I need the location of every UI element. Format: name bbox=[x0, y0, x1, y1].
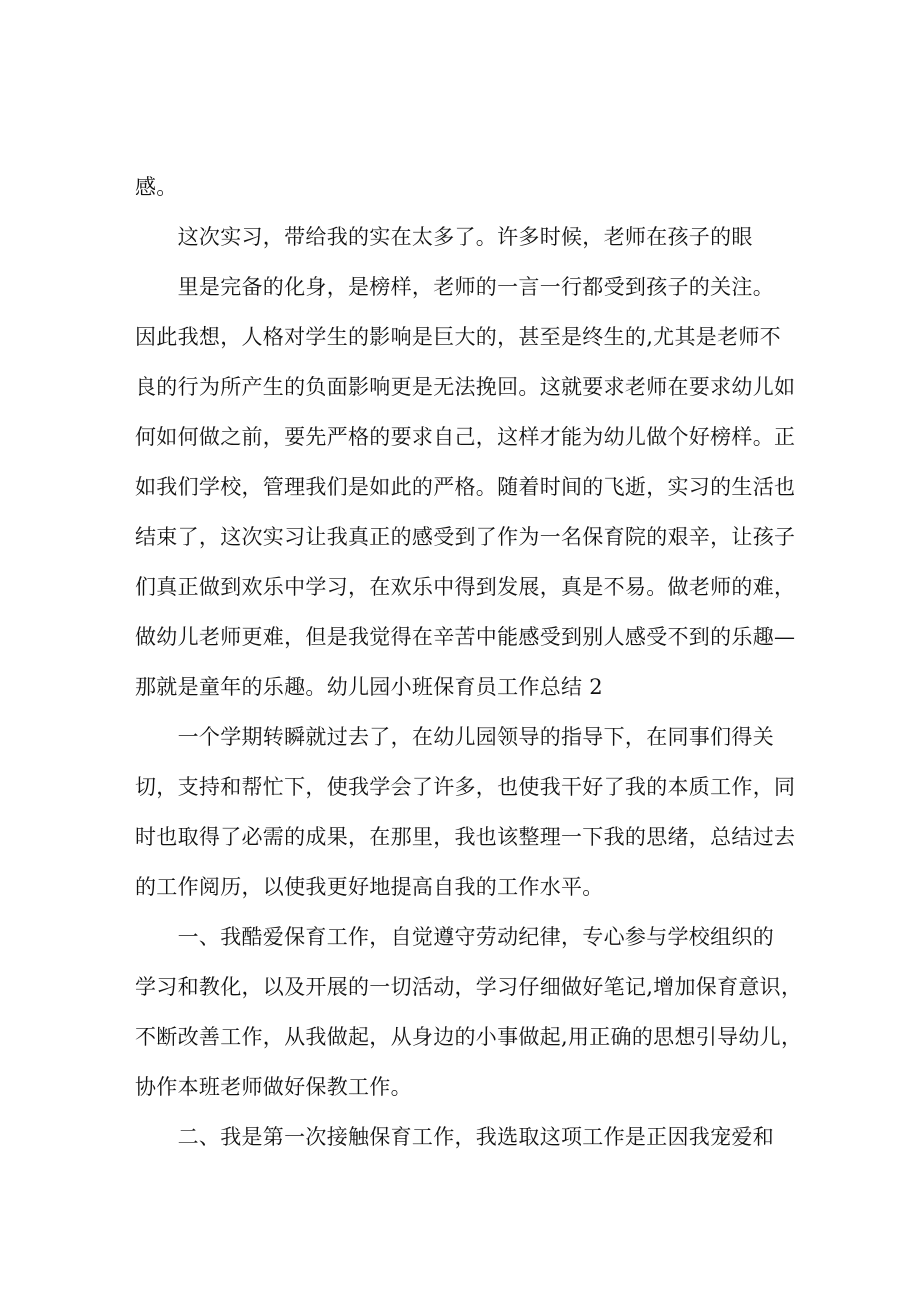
text-line: 里是完备的化身，是榜样，老师的一言一行都受到孩子的关注。 bbox=[135, 275, 774, 299]
section-heading-line: 那就是童年的乐趣。幼儿园小班保育员工作总结 2 bbox=[135, 675, 603, 699]
text-line: 良的行为所产生的负面影响更是无法挽回。这就要求老师在要求幼儿如 bbox=[135, 375, 796, 399]
text-line: 们真正做到欢乐中学习，在欢乐中得到发展，真是不易。做老师的难， bbox=[135, 575, 796, 599]
paragraph-line: 一、我酷爱保育工作，自觉遵守劳动纪律，专心参与学校组织的 bbox=[135, 925, 774, 949]
paragraph-line: 一个学期转瞬就过去了，在幼儿园领导的指导下，在同事们得关 bbox=[135, 725, 774, 749]
text-line: 感。 bbox=[135, 175, 178, 199]
text-line: 因此我想，人格对学生的影响是巨大的，甚至是终生的,尤其是老师不 bbox=[135, 325, 781, 349]
text-line: 协作本班老师做好保教工作。 bbox=[135, 1075, 412, 1099]
text-line: 如我们学校，管理我们是如此的严格。随着时间的飞逝，实习的生活也 bbox=[135, 475, 796, 499]
paragraph-line: 二、我是第一次接触保育工作，我选取这项工作是正因我宠爱和 bbox=[135, 1125, 774, 1149]
text-line: 的工作阅历，以使我更好地提高自我的工作水平。 bbox=[135, 875, 604, 899]
text-line: 结束了，这次实习让我真正的感受到了作为一名保育院的艰辛，让孩子 bbox=[135, 525, 796, 549]
text-line: 不断改善工作，从我做起，从身边的小事做起,用正确的思想引导幼儿， bbox=[135, 1025, 803, 1049]
text-line: 切，支持和帮忙下，使我学会了许多，也使我干好了我的本质工作，同 bbox=[135, 775, 796, 799]
paragraph-line: 这次实习，带给我的实在太多了。许多时候，老师在孩子的眼 bbox=[135, 225, 753, 249]
text-line: 做幼儿老师更难，但是我觉得在辛苦中能感受到别人感受不到的乐趣— bbox=[135, 625, 796, 649]
text-line: 何如何做之前，要先严格的要求自己，这样才能为幼儿做个好榜样。正 bbox=[135, 425, 796, 449]
text-line: 时也取得了必需的成果，在那里，我也该整理一下我的思绪，总结过去 bbox=[135, 825, 796, 849]
text-line: 学习和教化，以及开展的一切活动，学习仔细做好笔记,增加保育意识， bbox=[135, 975, 803, 999]
